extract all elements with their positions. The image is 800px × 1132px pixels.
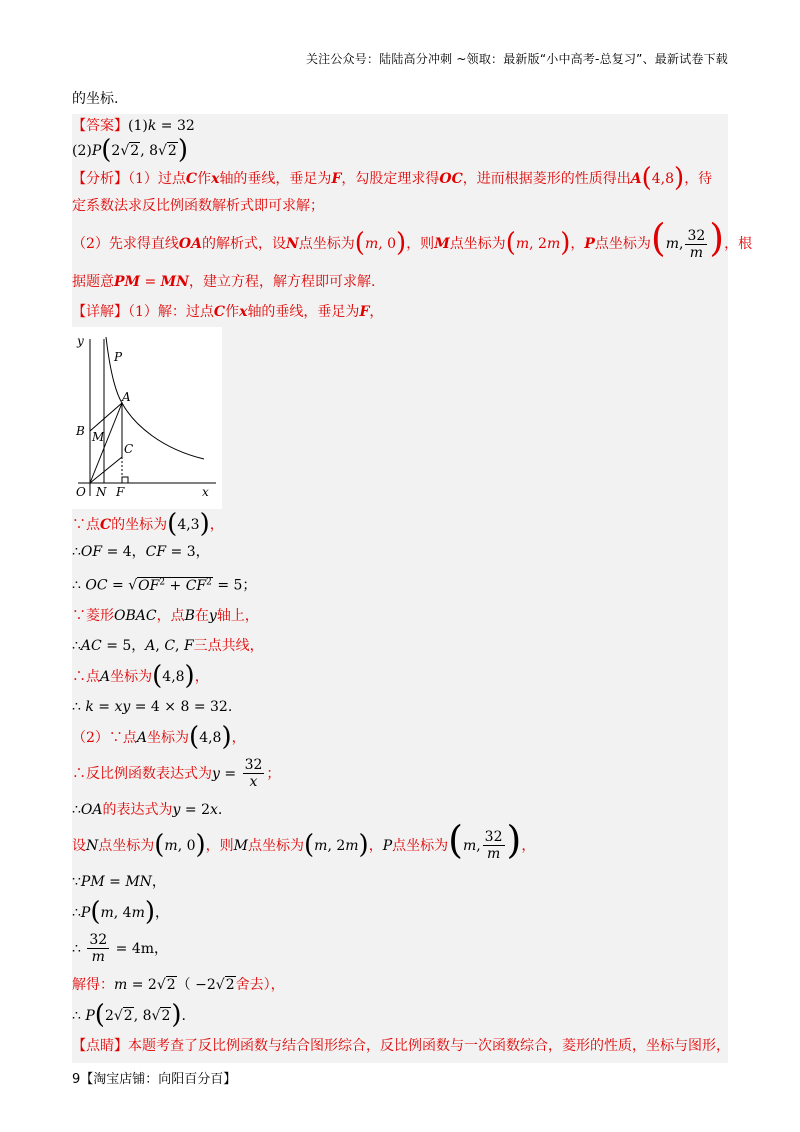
step-line-5: ∴AC = 5，A, C, F三点共线， xyxy=(72,637,264,654)
sqrt: √2 xyxy=(120,143,140,159)
fraction: $\frac{32}{m}$ xyxy=(687,227,706,261)
var: P xyxy=(91,143,102,159)
label-y: y xyxy=(77,334,84,348)
answer-label: 【答案】 xyxy=(72,118,128,134)
text: = 32 xyxy=(156,118,195,134)
var: k xyxy=(147,118,157,134)
label-P: P xyxy=(114,350,123,364)
step-line-6: ∴点A坐标为(4,8)， xyxy=(72,660,209,691)
step-line-13: ∴P(m, 4m)， xyxy=(72,896,170,927)
fraction: $\frac{32}{m}$ xyxy=(484,829,503,863)
analysis-line-1: 【分析】（1）过点C作x轴的垂线，垂足为F，勾股定理求得OC，进而根据菱形的性质得出A(4,8)，待 xyxy=(72,163,713,193)
step-line-9: ∴反比例函数表达式为y = $\frac{32}{x}$ ； xyxy=(72,757,281,791)
step-line-7: ∴ k = xy = 4 × 8 = 32. xyxy=(72,698,233,715)
step-line-14: ∴ $\frac{32}{m}$ = 4m， xyxy=(72,932,169,966)
label-A: A xyxy=(122,390,131,404)
answer-line-2: (2)P(2√2, 8√2) xyxy=(72,135,188,165)
page-header: 关注公众号：陆陆高分冲刺 ~领取：最新版“小中高考-总复习”、最新试卷下载 xyxy=(305,52,728,66)
step-line-1: ∵点C的坐标为(4,3)， xyxy=(72,509,224,539)
comment-label: 【点睛】 xyxy=(72,1037,128,1054)
step-line-4: ∵菱形OBAC，点B在y轴上， xyxy=(72,607,259,624)
detail-line-1: 【详解】（1）解：过点C作x轴的垂线，垂足为F， xyxy=(72,304,384,320)
step-line-8: （2）∵点A坐标为(4,8)， xyxy=(72,721,246,752)
label-x: x xyxy=(202,485,209,499)
label-C: C xyxy=(124,442,134,456)
sqrt: √2 xyxy=(113,1007,133,1024)
geometry-figure xyxy=(72,331,222,501)
solution-block xyxy=(72,114,753,1063)
sqrt: √2 xyxy=(215,976,235,993)
comment-line: 【点睛】本题考查了反比例函数与结合图形综合，反比例函数与一次函数综合，菱形的性质，坐标与图形， xyxy=(72,1037,730,1054)
analysis-label: 【分析】 xyxy=(72,171,128,187)
label-M: M xyxy=(92,430,105,444)
detail-label: 【详解】 xyxy=(72,304,128,320)
text: (1) xyxy=(128,118,148,134)
step-line-3: ∴ OC = $√OF^2 + CF^2 = 5$； xyxy=(72,567,728,601)
document-content xyxy=(72,90,753,1063)
step-line-10: ∴OA的表达式为y = 2x. xyxy=(72,801,223,818)
analysis-line-4: 据题意PM = MN，建立方程，解方程即可求解. xyxy=(72,274,376,290)
fraction: $\frac{32}{x}$ xyxy=(244,757,263,791)
answer-line-1 xyxy=(72,114,728,138)
line-coordinate-tail xyxy=(72,90,728,108)
sqrt: √2 xyxy=(156,976,176,993)
text: (2) xyxy=(72,143,92,159)
label-F: F xyxy=(116,485,125,499)
label-B: B xyxy=(76,424,85,438)
label-N: N xyxy=(96,485,107,499)
sqrt: √2 xyxy=(151,1007,171,1024)
step-line-11: 设N点坐标为(m, 0)，则M点坐标为(m, 2m)，P点坐标为(m, $\frac{32}{m}$ )， xyxy=(72,817,536,863)
analysis-line-2: 定系数法求反比例函数解析式即可求解； xyxy=(72,198,324,214)
label-O: O xyxy=(76,485,86,499)
page-footer: 9【淘宝店铺：向阳百分百】 xyxy=(72,1072,237,1087)
step-line-12: ∵PM = MN， xyxy=(72,873,166,890)
step-line-16: ∴ P(2√2, 8√2). xyxy=(72,999,186,1030)
step-line-2: ∴OF = 4，CF = 3， xyxy=(72,544,210,560)
step-line-15: 解得：m = 2√2（ −2√2舍去）， xyxy=(72,976,285,993)
fraction: $\frac{32}{m}$ xyxy=(89,932,108,966)
text: 的坐标. xyxy=(72,91,119,107)
sqrt: $√OF^2 + CF^2$ xyxy=(128,577,212,594)
analysis-line-3: （2）先求得直线OA的解析式，设N点坐标为(m, 0)，则M点坐标为(m, 2m)，P点坐标为(m, $\frac{32}{m}$ )，根 xyxy=(72,216,753,261)
sqrt: √2 xyxy=(158,143,177,159)
